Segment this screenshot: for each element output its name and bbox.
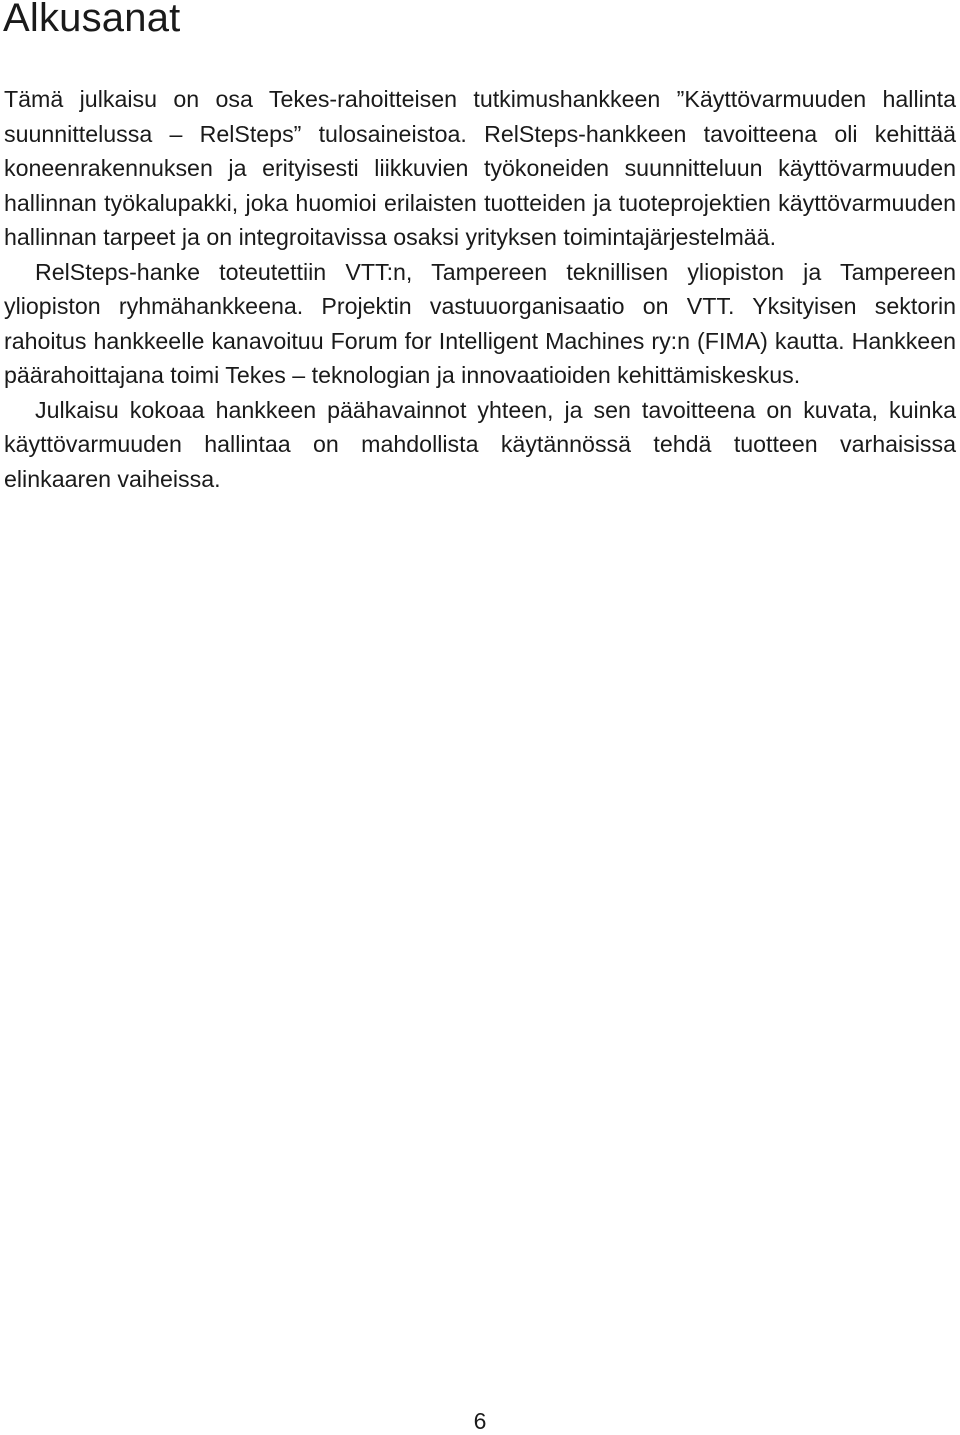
- body-text: [4, 82, 956, 496]
- paragraph-summary: Julkaisu kokoaa hankkeen päähavainnot yhteen, ja sen tavoitteena on kuvata, kuinka käyttövarmuuden hallintaa on mahdollista käytännössä tehdä tuotteen varhaisissa elinkaaren vaiheissa.: [4, 396, 956, 492]
- page-number: 6: [473, 1408, 487, 1434]
- paragraph-intro: Tämä julkaisu on osa Tekes-rahoitteisen tutkimushankkeen ”Käyttövarmuuden hallinta suunnittelussa – RelSteps” tulosaineistoa. RelSteps-hankkeen tavoitteena oli kehittää koneenrakennuksen ja erityisesti liikkuvien työkoneiden suunnitteluun käyttövarmuuden hallinnan työkalupakki, joka huomioi erilaisten tuotteiden ja tuoteprojektien käyttövarmuuden hallinnan tarpeet ja on integroitavissa osaksi yrityksen toimintajärjestelmää.: [4, 86, 956, 250]
- paragraph-partners: RelSteps-hanke toteutettiin VTT:n, Tampereen teknillisen yliopiston ja Tampereen yliopiston ryhmähankkeena. Projektin vastuuorganisaatio on VTT. Yksityisen sektorin rahoitus hankkeelle kanavoituu Forum for Intelligent Machines ry:n (FIMA) kautta. Hankkeen päärahoittajana toimi Tekes – teknologian ja innovaatioiden kehittämiskeskus.: [4, 258, 956, 388]
- page-title: Alkusanat: [3, 0, 181, 40]
